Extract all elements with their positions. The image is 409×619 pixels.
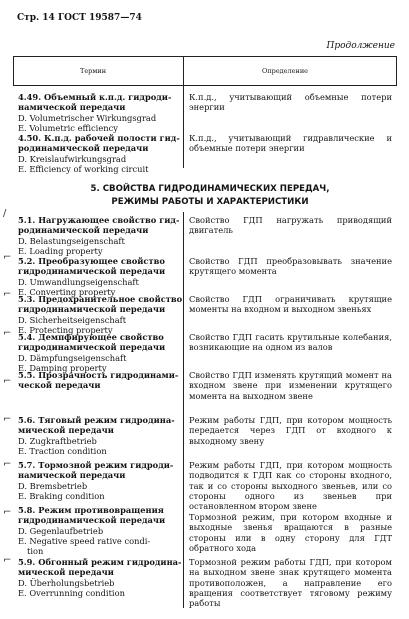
term-5-8: 5.8. Режим противовращения гидродинамической передачи D. Gegenlaufbetrieb E. Negative speed rative condi- tion [18, 505, 166, 557]
margin-mark: ⌐ [3, 289, 12, 300]
term-5-2: 5.2. Преобразующее свойство гидродинамической передачи D. Umwandlungseigenschaft E. Converting property [18, 256, 166, 297]
margin-mark: ⌐ [3, 507, 12, 518]
definition-5-8: Тормозной режим, при котором входные и выходные звенья вращаются в разные стороны или в одну сторону для ГДТ обратного хода [189, 512, 392, 553]
definition-5-4: Свойство ГДП гасить крутильные колебания, возникающие на одном из валов [189, 332, 392, 353]
term-5-6: 5.6. Тяговый режим гидродина- мической передачи D. Zugkraftbetrieb E. Traction condition [18, 415, 175, 456]
definition-5-5: Свойство ГДП изменять крутящий момент на входном звене при изменении крутящего момента на выходном звене [189, 370, 392, 401]
column-divider-top [183, 56, 184, 168]
margin-mark: / [3, 208, 7, 219]
column-header-definition: Определение [262, 67, 309, 75]
definition-5-3: Свойство ГДП ограничивать крутящие моменты на входном и выходном звеньях [189, 294, 392, 315]
definition-5-1: Свойство ГДП нагружать приводящий двигатель [189, 215, 392, 236]
term-5-7: 5.7. Тормозной режим гидроди- намической передачи D. Bremsbetrieb E. Braking condition [18, 460, 174, 501]
term-5-5: 5.5. Прозрачность гидродинами- ческой передачи [18, 370, 179, 391]
table-right-border [396, 56, 397, 85]
term-5-4: 5.4. Демпфирующее свойство гидродинамической передачи D. Dämpfungseigenschaft E. Damping property [18, 332, 166, 373]
table-top-rule [13, 56, 397, 57]
term-4-50: 4.50. К.п.д. рабочей полости гид- родинамической передачи D. Kreislaufwirkungsgrad E. Efficiency of working circuit [18, 133, 180, 174]
column-divider [183, 212, 184, 608]
section-heading: 5. СВОЙСТВА ГИДРОДИНАМИЧЕСКИХ ПЕРЕДАЧ, РЕЖИМЫ РАБОТЫ И ХАРАКТЕРИСТИКИ [90, 184, 330, 207]
margin-mark: ⌐ [3, 414, 12, 425]
margin-mark: ⌐ [3, 555, 12, 566]
table-left-border [13, 56, 14, 85]
continuation-label: Продолжение [326, 41, 395, 51]
term-4-49: 4.49. Объемный к.п.д. гидроди- намической передачи D. Volumetrischer Wirkungsgrad E. Volumetric efficiency [18, 92, 172, 133]
page-header: Стр. 14 ГОСТ 19587—74 [17, 13, 142, 23]
definition-5-6: Режим работы ГДП, при котором мощность передается через ГДП от входного к выходному звену [189, 415, 392, 446]
margin-mark: ⌐ [3, 252, 12, 263]
margin-mark: ⌐ [3, 376, 12, 387]
definition-4-50: К.п.д., учитывающий гидравлические и объемные потери энергии [189, 133, 392, 154]
definition-5-9: Тормозной режим работы ГДП, при котором на выходном звене знак крутящего момента противоположен, а направление его вращения соответствует тяговому режиму работы [189, 557, 392, 609]
term-5-1: 5.1. Нагружающее свойство гид- родинамической передачи D. Belastungseigenschaft E. Loading property [18, 215, 180, 256]
term-5-9: 5.9. Обгонный режим гидродина- мической передачи D. Überholungsbetrieb E. Overrunning condition [18, 557, 182, 598]
table-header-rule [13, 85, 397, 86]
margin-mark: ⌐ [3, 328, 12, 339]
definition-5-7: Режим работы ГДП, при котором мощность подводится к ГДП как со стороны входного, так и со стороны выходного звеньев, или со стороны одного из звеньев при остановленном втором звене [189, 460, 392, 512]
term-5-3: 5.3. Предохранительное свойство гидродинамической передачи D. Sicherheitseigenschaft E. Protecting property [18, 294, 183, 335]
definition-4-49: К.п.д., учитывающий объемные потери энергии [189, 92, 392, 113]
definition-5-2: Свойство ГДП преобразовывать значение крутящего момента [189, 256, 392, 277]
margin-mark: ⌐ [3, 459, 12, 470]
column-header-term: Термин [80, 67, 107, 75]
